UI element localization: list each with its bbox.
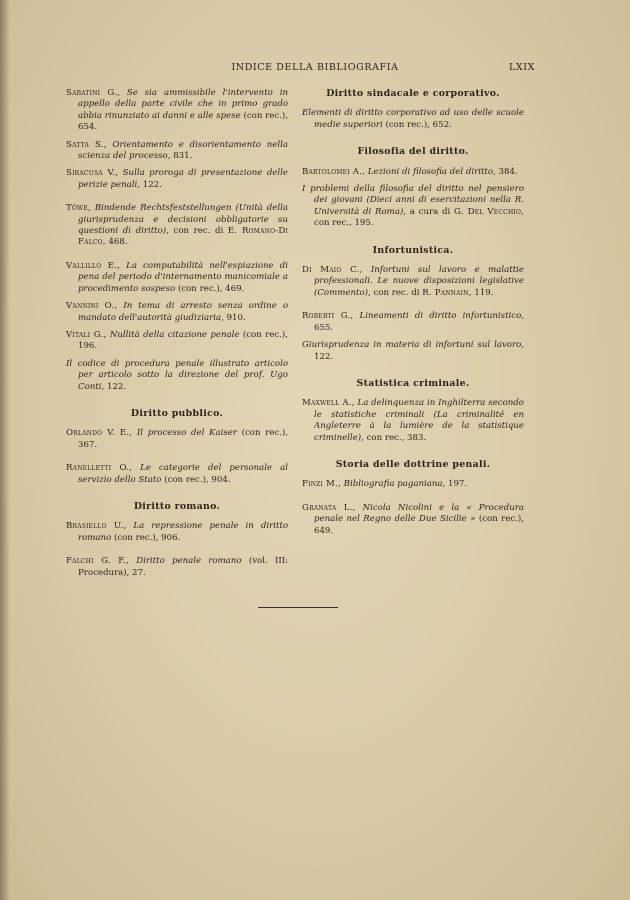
- bibliography-entry: Roberti G., Lineamenti di diritto infortunistico, 655.: [302, 311, 524, 333]
- bibliography-entry: Il codice di procedura penale illustrato articolo per articolo sotto la direzione del prof. Ugo Conti, 122.: [66, 358, 288, 392]
- bibliography-entry: Vallillo E., La computabilità nell'espiazione di pena del periodo d'internamento manicomiale a procedimento sospeso (con rec.), 469.: [66, 260, 288, 294]
- section-heading: Statistica criminale.: [356, 377, 470, 389]
- bibliography-entry: Töwe, Bindende Rechtsfeststellungen (Unità della giurisprudenza e decisioni obbligatorie su questioni di diritto), con rec. di E. Romano-Di Falco, 468.: [66, 203, 289, 248]
- section-heading: Diritto romano.: [133, 500, 221, 512]
- bibliography-entry: Vitali G., Nullità della citazione penale (con rec.), 196.: [66, 329, 288, 352]
- bibliography-entry: Di Maio C., Infortuni sul lavoro e malattie professionali. Le nuove disposizioni legislative (Commento), con rec. di R. Pannain, 119.: [302, 265, 525, 298]
- bibliography-entry: Ranelletti O., Le categorie del personale al servizio dello Stato (con rec.), 904.: [66, 463, 289, 485]
- section-heading: Diritto sindacale e corporativo.: [326, 88, 500, 99]
- bibliography-entry: Falchi G. F., Diritto penale romano (vol. III: Procedura), 27.: [66, 556, 289, 578]
- bibliography-entry: Finzi M., Bibliografia paganiana, 197.: [302, 479, 468, 490]
- bibliography-entry: Brasiello U., La repressione penale in diritto romano (con rec.), 906.: [66, 521, 289, 543]
- binding-shadow: [0, 0, 10, 900]
- section-heading: Diritto pubblico.: [130, 407, 224, 419]
- right-column: [302, 88, 524, 543]
- bibliography-entry: Granata L., Nicola Nicolini e la « Procedura penale nel Regno delle Due Sicilie » (con rec.), 649.: [302, 502, 525, 536]
- page-number: LXIX: [509, 62, 535, 73]
- end-rule: [258, 607, 338, 608]
- left-column: [66, 88, 288, 585]
- section-heading: Storia delle dottrine penali.: [335, 458, 491, 470]
- bibliography-entry: I problemi della filosofia del diritto nel pensiero dei giovani (Dieci anni di esercitazioni nella R. Università di Roma), a cura di G. Del Vecchio, con rec., 195.: [302, 184, 525, 229]
- bibliography-entry: Orlando V. E., Il processo del Kaiser (con rec.), 367.: [66, 428, 289, 450]
- bibliography-entry: Bartolomei A., Lezioni di filosofia del diritto, 384.: [302, 166, 518, 177]
- bibliography-entry: Siracusa V., Sulla proroga di presentazione delle perizie penali, 122.: [66, 168, 288, 190]
- bibliography-entry: Giurisprudenza in materia di infortuni sul lavoro, 122.: [302, 340, 524, 362]
- bibliography-entry: Elementi di diritto corporativo ad uso delle scuole medie superiori (con rec.), 652.: [302, 108, 524, 130]
- running-header: [0, 62, 630, 76]
- bibliography-entry: Vannini O., In tema di arresto senza ordine o mandato dell'autorità giudiziaria, 910.: [66, 301, 289, 323]
- bibliography-entry: Sabatini G., Se sia ammissibile l'intervento in appello della parte civile che in primo grado abbia rinunziato ai danni e alle spese (con rec.), 654.: [66, 88, 289, 133]
- bibliography-entry: Satta S., Orientamento e disorientamento nella scienza del processo, 831.: [66, 139, 289, 162]
- section-heading: Infortunistica.: [372, 244, 454, 256]
- header-title: INDICE DELLA BIBLIOGRAFIA: [231, 62, 399, 73]
- section-heading: Filosofia del diritto.: [357, 146, 469, 158]
- bibliography-entry: Maxwell A., La delinquenza in Inghilterra secondo le statistiche criminali (La criminalité en Angleterre à la lumière de la statistique criminelle), con rec., 383.: [302, 398, 524, 443]
